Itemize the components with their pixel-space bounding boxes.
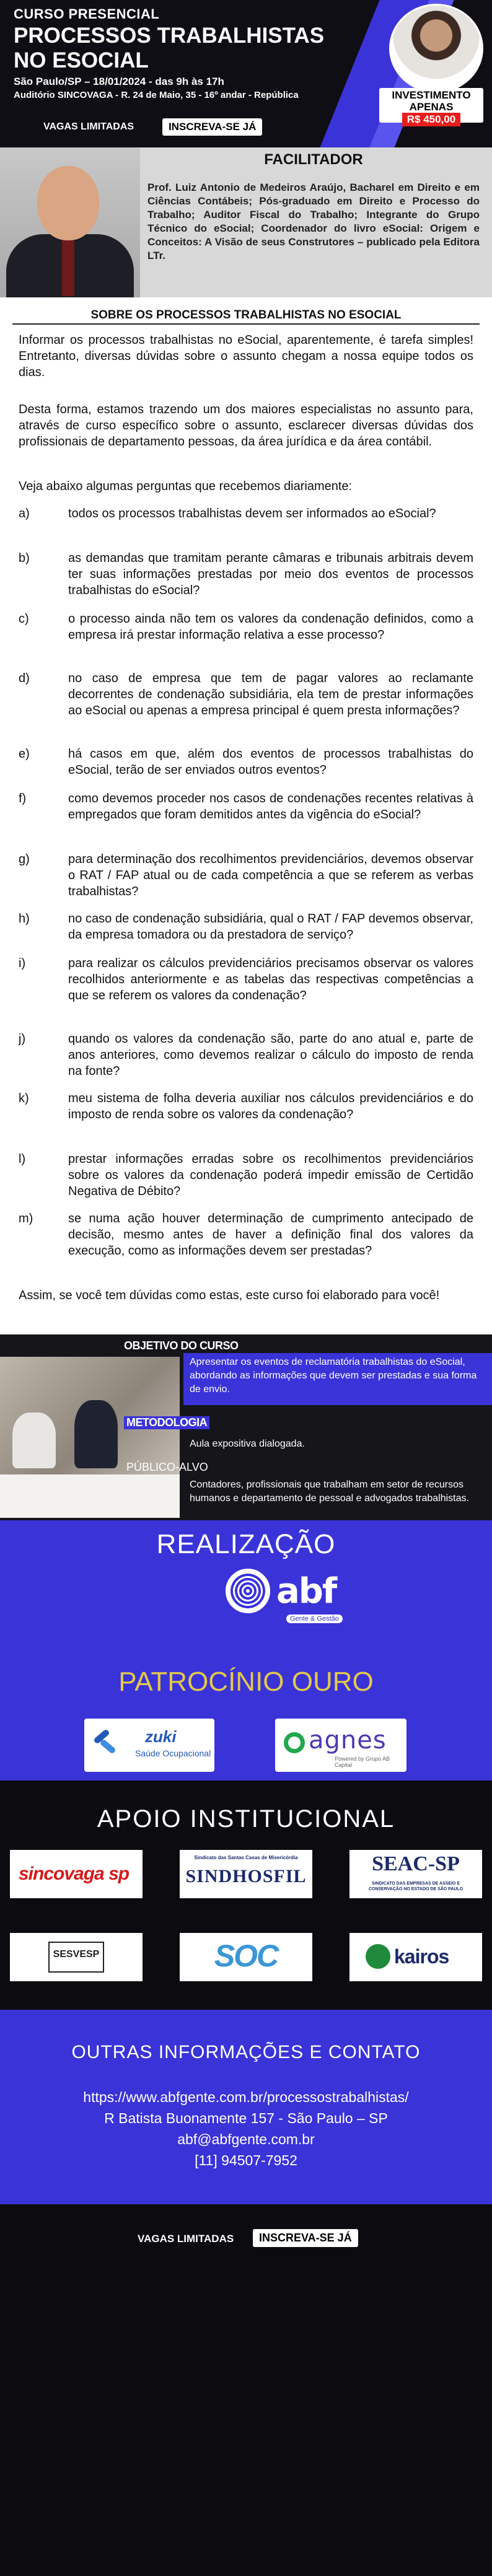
sobre-closing: Assim, se você tem dúvidas como estas, este curso foi elaborado para você!	[19, 1289, 440, 1302]
course-url-link[interactable]: https://www.abfgente.com.br/processostrabalhistas/	[83, 2089, 409, 2105]
metodologia-text: Aula expositiva dialogada.	[190, 1439, 305, 1449]
facilitador-section	[0, 147, 492, 297]
vagas-label: VAGAS LIMITADAS	[43, 121, 134, 132]
contato-title: OUTRAS INFORMAÇÕES E CONTATO	[71, 2042, 421, 2062]
zuki-name: zuki	[145, 1727, 177, 1746]
metodologia-title: METODOLOGIA	[124, 1416, 209, 1429]
investment-label-2: APENAS	[409, 101, 454, 113]
course-title-line1: PROCESSOS TRABALHISTAS	[14, 24, 325, 48]
abf-logo-sub: Gente & Gestão	[286, 1614, 343, 1623]
patrocinio-title: PATROCÍNIO OURO	[118, 1667, 374, 1697]
register-button[interactable]: INSCREVA-SE JÁ	[162, 118, 262, 136]
objetivo-section	[0, 1334, 492, 1520]
divider	[12, 323, 480, 325]
zuki-sub: Saúde Ocupacional	[135, 1748, 211, 1758]
footer-register-button[interactable]: INSCREVA-SE JÁ	[253, 2229, 358, 2247]
course-flyer: CURSO PRESENCIAL PROCESSOS TRABALHISTAS NO ESOCIAL São Paulo/SP – 18/01/2024 - das 9h às 17h Auditório SINCOVAGA - R. 24 de Maio, 35 - 16º andar - República VAGAS LIMITADAS INSCREVA-SE JÁ INVESTIMENTO APENAS R$ 450,00 FACILITADOR Prof. Luiz Antonio de Medeiros Araújo, Bacharel em Direito e em Ciências Contábeis; Pós-graduado em Direito e Processo do Trabalho; Auditor Fiscal do Trabalho; Integrante do Grupo Técnico do eSocial; Coordenador do livro eSocial: Origem e Conceitos: A Visão de seus Construtores – publicado pela Editora LTr. SOBRE OS PROCESSOS TRABALHISTAS NO ESOCIAL Informar os processos trabalhistas no eSocial, aparentemente, é tarefa simples! Entretanto, diversas dúvidas sobre o assunto chegam a nossa equipe todos os dias. Desta forma, estamos trazendo um dos maiores especialistas no assunto para, através de curso específico sobre o assunto, esclarecer diversas dúvidas dos profissionais de departamento pessoas, da área jurídica e da área contábil. Veja abaixo algumas perguntas que recebemos diariamente: a) todos os processos trabalhistas devem ser informados ao eSocial? b) as demandas que tramitam perante câmaras e tribunais arbitrais devem ter suas informações prestadas por meio dos eventos de processos trabalhistas do eSocial? c) o processo ainda não tem os valores da condenação definidos, como a empresa irá prestar informação relativa a esse processo? d) no caso de empresa que tem de pagar valores ao reclamante decorrentes de condenação subsidiária, ela tem de prestar informações ao eSocial ou apenas a empresa principal é quem presta informações? e) há casos em que, além dos eventos de processos trabalhistas do eSocial, terão de ser enviados outros eventos? f) como devemos proceder nos casos de condenações recentes relativas à empregados que foram demitidos antes da vigência do eSocial? g) para determinação dos recolhimentos previdenciários, devemos observar o RAT / FAP atual ou de cada competência a que se referem as verbas trabalhistas? h) no caso de condenação subsidiária, qual o RAT / FAP devemos observar, da empresa tomadora ou da prestadora de serviço? i) para realizar os cálculos previdenciários precisamos observar os valores recolhidos anteriormente e as tabelas das respectivas competências a que se referem os valores da condenação? j) quando os valores da condenação são, parte do ano atual e, parte de anos anteriores, como devemos realizar o cálculo do imposto de renda na fonte? k) meu sistema de folha deveria auxiliar nos cálculos previdenciários e do imposto de renda sobre os valores da condenação? l) prestar informações erradas sobre os recolhimentos previdenciários sobre os valores da condenação poderá impedir emissão de Certidão Negativa de Débito? m) se numa ação houver determinação de cumprimento antecipado de decisão, mesmo antes de haver a definição final dos valores da execução, como as informações devem ser prestadas? Assim, se você tem dúvidas como estas, este curso foi elaborado para você! OBJETIVO DO CURSO Apresentar os eventos de reclamatória trabalhistas do eSocial, abordando as informações que devem ser prestadas e sua forma de envio. METODOLOGIA Aula expositiva dialogada. PÚBLICO-ALVO Contadores, profissionais que trabalham em setor de recursos humanos e departamento de pessoal e advogados trabalhistas. REALIZAÇÃO abf Gente & Gestão PATROCÍNIO OURO zuki Saúde Ocupacional agnes Powered by Grupo AB Capital APOIO INSTITUCIONAL sincovaga sp Sindicato das Santas Casas de Misericórdia SINDHOSFIL SEAC-SP SINDICATO DAS EMPRESAS DE ASSEIO E CONSERVAÇÃO NO ESTADO DE SÃO PAULO SESVESP SOC kairos OUTRAS INFORMAÇÕES E CONTATO https://www.abfgente.com.br/processostrabalhistas/ R Batista Buonamente 157 - São Paulo – SP abf@abfgente.com.br [11] 94507-7952 VAGAS LIMITADAS INSCREVA-SE JÁ	[0, 0, 492, 2576]
zuki-logo[interactable]	[84, 1719, 214, 1772]
sobre-paragraph-2: Desta forma, estamos trazendo um dos maiores especialistas no assunto para, através de curso específico sobre o assunto, esclarecer diversas dúvidas dos profissionais de departamento pessoas, da área jurídica e da área contábil.	[19, 403, 473, 449]
sincovaga-logo[interactable]: sincovaga sp	[10, 1850, 143, 1898]
facilitador-bio: Prof. Luiz Antonio de Medeiros Araújo, Bacharel em Direito e em Ciências Contábeis; Pós-graduado em Direito e Processo do Trabalho; Auditor Fiscal do Trabalho; Integrante do Grupo Técnico do eSocial; Coordenador do livro eSocial: Origem e Conceitos: A Visão de seus Construtores – publicado pela Editora LTr.	[147, 182, 480, 261]
kairos-logo[interactable]: kairos	[349, 1933, 482, 1981]
course-title	[14, 24, 336, 73]
meeting-photo	[0, 1357, 180, 1518]
sobre-paragraph-3: Veja abaixo algumas perguntas que recebemos diariamente:	[19, 480, 353, 493]
agnes-logo[interactable]	[275, 1719, 406, 1772]
woman-photo	[389, 4, 483, 93]
header-banner	[0, 0, 492, 147]
agnes-name: agnes	[309, 1726, 387, 1755]
footer-bar	[0, 2204, 492, 2576]
contato-address: R Batista Buonamente 157 - São Paulo – SP	[104, 2110, 388, 2126]
agnes-mark-icon	[284, 1732, 305, 1753]
sesvesp-logo[interactable]: SESVESP	[10, 1933, 143, 1981]
contato-phone: [11] 94507-7952	[195, 2152, 297, 2168]
abf-logo-text: abf	[276, 1571, 336, 1611]
realizacao-section	[0, 1520, 492, 1781]
facilitador-photo	[0, 147, 140, 297]
fingerprint-icon	[226, 1569, 270, 1613]
soc-logo[interactable]: SOC	[180, 1933, 312, 1981]
price-box	[379, 88, 483, 123]
facilitador-title: FACILITADOR	[264, 151, 363, 168]
course-type: CURSO PRESENCIAL	[14, 6, 160, 22]
footer-vagas: VAGAS LIMITADAS	[138, 2233, 234, 2245]
agnes-sub: Powered by Grupo AB Capital	[335, 1756, 390, 1768]
apoio-section	[0, 1781, 492, 2010]
publico-title: PÚBLICO-ALVO	[126, 1461, 208, 1473]
objetivo-text: Apresentar os eventos de reclamatória trabalhistas do eSocial, abordando as informações que devem ser prestadas e sua forma de envio.	[190, 1357, 477, 1395]
objetivo-title: OBJETIVO DO CURSO	[124, 1339, 239, 1352]
seac-logo[interactable]: SEAC-SP SINDICATO DAS EMPRESAS DE ASSEIO E CONSERVAÇÃO NO ESTADO DE SÃO PAULO	[349, 1850, 482, 1898]
price-value: R$ 450,00	[402, 113, 460, 126]
sobre-title: SOBRE OS PROCESSOS TRABALHISTAS NO ESOCIAL	[90, 309, 402, 322]
investment-label-1: INVESTIMENTO	[392, 89, 471, 101]
course-title-line2: NO ESOCIAL	[14, 48, 149, 72]
contato-email-link[interactable]: abf@abfgente.com.br	[177, 2131, 315, 2147]
realizacao-title: REALIZAÇÃO	[156, 1529, 336, 1559]
course-date: São Paulo/SP – 18/01/2024 - das 9h às 17h	[14, 76, 224, 87]
course-place: Auditório SINCOVAGA - R. 24 de Maio, 35 - 16º andar - República	[14, 90, 299, 100]
sobre-paragraph-1: Informar os processos trabalhistas no eSocial, aparentemente, é tarefa simples! Entretanto, diversas dúvidas sobre o assunto chegam a nossa equipe todos os dias.	[19, 333, 473, 379]
contato-section	[0, 2010, 492, 2204]
publico-text: Contadores, profissionais que trabalham em setor de recursos humanos e departamento de pessoal e advogados trabalhistas.	[190, 1479, 469, 1504]
sindhosfil-logo[interactable]: Sindicato das Santas Casas de Misericórdia SINDHOSFIL	[180, 1850, 312, 1898]
zuki-mark-icon	[93, 1730, 120, 1757]
apoio-title: APOIO INSTITUCIONAL	[97, 1805, 395, 1833]
